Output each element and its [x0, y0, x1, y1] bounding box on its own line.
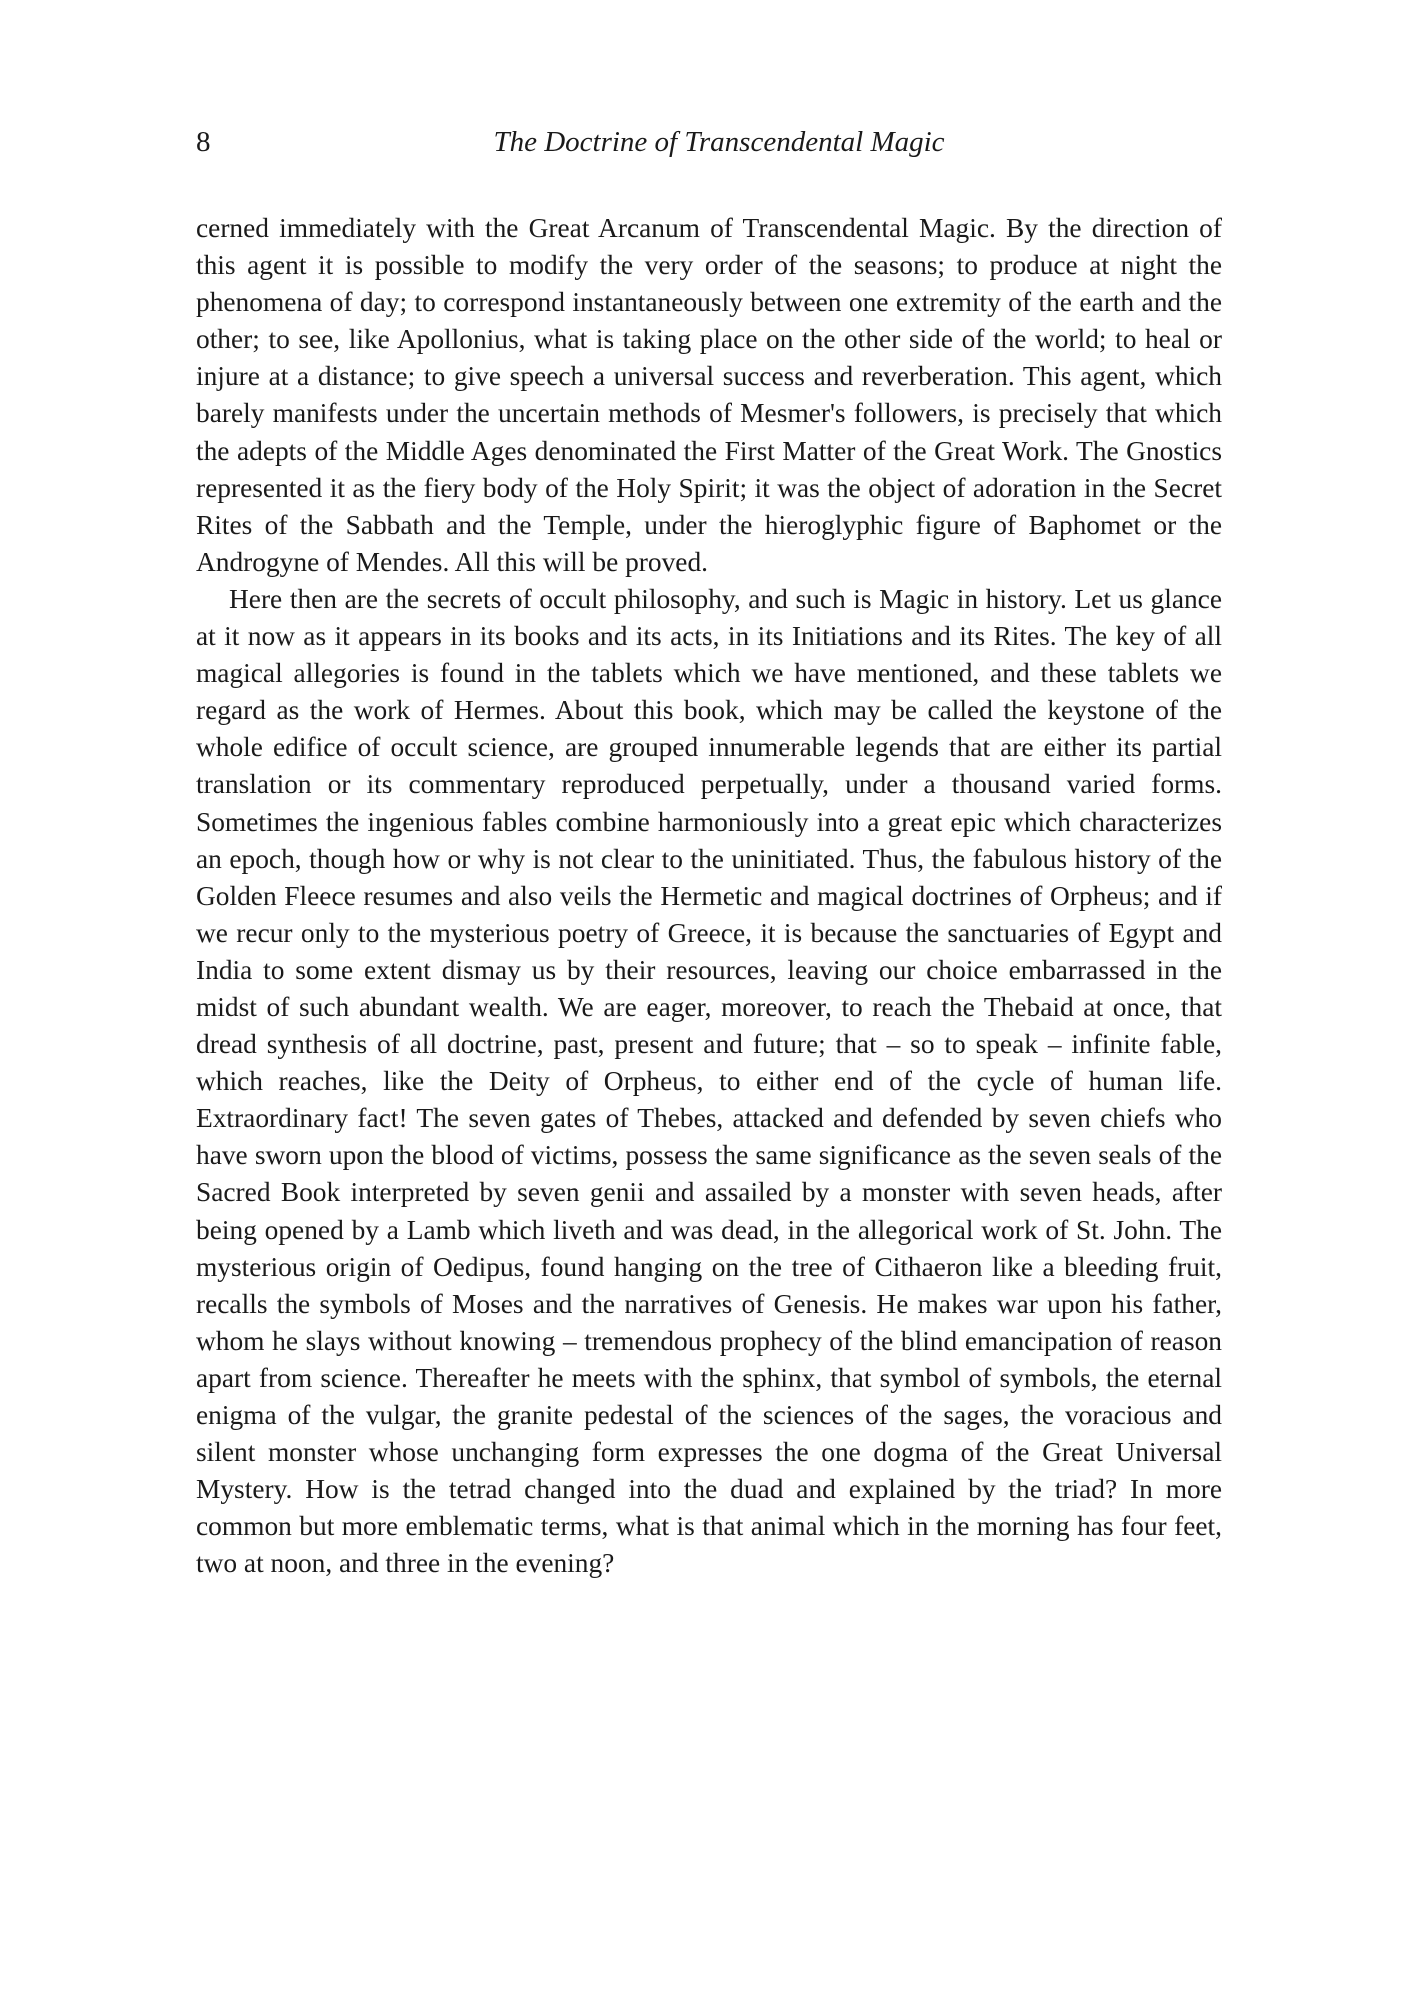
paragraph-continuation: cerned immediately with the Great Arcanum of Transcendental Magic. By the direction of this agent it is possible to modify the very order of the seasons; to produce at night the phenomena of day; to correspond instantaneously between one extremity of the earth and the other; to see, like Apollonius, what is taking place on the other side of the world; to heal or injure at a distance; to give speech a universal success and reverberation. This agent, which barely manifests under the uncertain methods of Mesmer's followers, is precisely that which the adepts of the Middle Ages denominated the First Matter of the Great Work. The Gnostics represented it as the fiery body of the Holy Spirit; it was the object of adoration in the Secret Rites of the Sabbath and the Temple, under the hieroglyphic figure of Baphomet or the Androgyne of Mendes. All this will be proved. [196, 213, 1222, 577]
running-head [196, 122, 1222, 162]
body-text [196, 210, 1222, 1582]
book-page [196, 122, 1222, 1582]
page-number: 8 [196, 126, 211, 158]
running-title: The Doctrine of Transcendental Magic [493, 126, 945, 158]
paragraph-occult-philosophy: Here then are the secrets of occult philosophy, and such is Magic in history. Let us glance at it now as it appears in its books and its acts, in its Initiations and its Rites. The key of all magical allegories is found in the tablets which we have mentioned, and these tablets we regard as the work of Hermes. About this book, which may be called the keystone of the whole edifice of occult science, are grouped innumerable legends that are either its partial translation or its commentary reproduced perpetually, under a thousand varied forms. Sometimes the ingenious fables combine harmoniously into a great epic which characterizes an epoch, though how or why is not clear to the uninitiated. Thus, the fabulous history of the Golden Fleece resumes and also veils the Hermetic and magical doctrines of Orpheus; and if we recur only to the mysterious poetry of Greece, it is because the sanctuaries of Egypt and India to some extent dismay us by their resources, leaving our choice embarrassed in the midst of such abundant wealth. We are eager, moreover, to reach the Thebaid at once, that dread synthesis of all doctrine, past, present and future; that – so to speak – infinite fable, which reaches, like the Deity of Orpheus, to either end of the cycle of human life. Extraordinary fact! The seven gates of Thebes, attacked and defended by seven chiefs who have sworn upon the blood of victims, possess the same significance as the seven seals of the Sacred Book interpreted by seven genii and assailed by a monster with seven heads, after being opened by a Lamb which liveth and was dead, in the allegorical work of St. John. The mysterious origin of Oedipus, found hanging on the tree of Cithaeron like a bleeding fruit, recalls the symbols of Moses and the narratives of Genesis. He makes war upon his father, whom he slays without knowing – tremendous prophecy of the blind emancipation of reason apart from science. Thereafter he meets with the sphinx, that symbol of symbols, the eternal enigma of the vulgar, the granite pedestal of the sciences of the sages, the voracious and silent monster whose unchanging form expresses the one dogma of the Great Universal Mystery. How is the tetrad changed into the duad and explained by the triad? In more common but more emblematic terms, what is that animal which in the morning has four feet, two at noon, and three in the evening? [196, 583, 1222, 1579]
